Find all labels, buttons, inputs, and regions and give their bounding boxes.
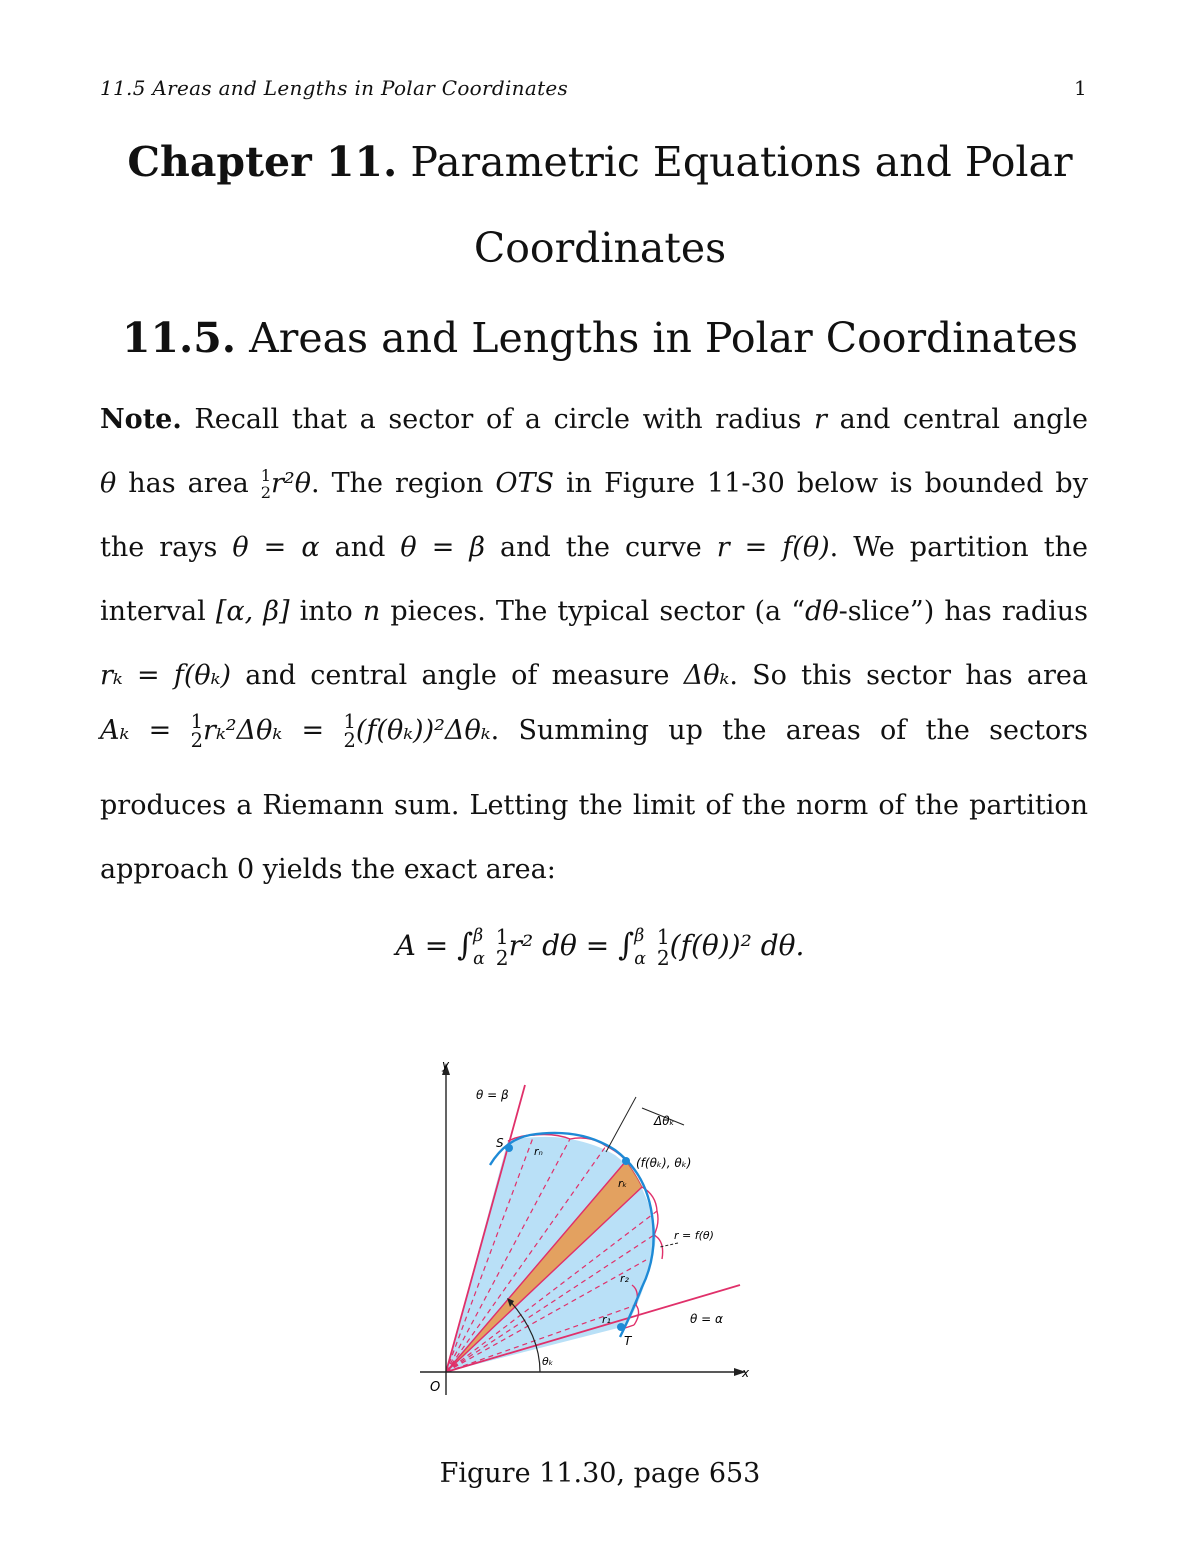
origin-label: O	[430, 1380, 441, 1395]
area-formula	[190, 710, 325, 753]
radius-r2-label: r₂	[620, 1272, 629, 1285]
math: rₖ²Δθₖ =	[203, 714, 325, 746]
point-k-dot	[622, 1157, 630, 1165]
note-line-5	[100, 660, 1088, 691]
fraction	[191, 712, 203, 751]
math: (f(θₖ))²Δθₖ	[355, 714, 491, 746]
fraction	[656, 925, 670, 970]
chapter-title-line2: Coordinates	[473, 224, 727, 272]
integral-limits	[473, 925, 485, 970]
math: θ	[100, 468, 117, 499]
note-label: Note.	[100, 404, 182, 435]
numerator: 1	[343, 710, 356, 733]
theta-k-label: θₖ	[542, 1355, 554, 1368]
ray-alpha-label: θ = α	[690, 1312, 723, 1326]
numerator: 1	[495, 925, 509, 950]
text: into	[299, 596, 353, 627]
math: θ = β	[400, 532, 485, 563]
denominator: 2	[656, 945, 670, 970]
text: and	[334, 532, 386, 563]
delta-theta-leader	[606, 1097, 636, 1152]
chapter-label: Chapter 11.	[127, 138, 398, 186]
numerator: 1	[260, 466, 271, 486]
denominator: 2	[260, 482, 271, 502]
radius-rn-label: rₙ	[534, 1145, 543, 1158]
math: r = f(θ)	[716, 532, 830, 563]
chapter-title-line1: Parametric Equations and Polar	[410, 138, 1073, 186]
page-number: 1	[1074, 76, 1087, 100]
point-k-label: (f(θₖ), θₖ)	[636, 1156, 692, 1170]
math: OTS	[495, 468, 555, 499]
upper-limit: β	[473, 926, 484, 946]
math: rₖ = f(θₖ)	[100, 660, 232, 691]
text: and the curve	[499, 532, 702, 563]
text: . So this sector has area	[729, 660, 1088, 691]
curve-label-leader	[660, 1243, 678, 1247]
point-s-dot	[505, 1144, 513, 1152]
upper-limit: β	[634, 926, 645, 946]
running-head: 11.5 Areas and Lengths in Polar Coordinates	[100, 76, 569, 100]
area-integral-equation	[0, 925, 1200, 970]
section-title	[0, 314, 1200, 362]
text: and central angle	[839, 404, 1088, 435]
math: Δθₖ	[683, 660, 730, 691]
text: the rays	[100, 532, 218, 563]
figure-caption: Figure 11.30, page 653	[439, 1458, 761, 1489]
lower-limit: α	[473, 948, 485, 969]
note-line-6	[100, 712, 1088, 751]
text: interval	[100, 596, 206, 627]
denominator: 2	[495, 945, 509, 970]
area-expression	[260, 466, 484, 502]
integral-limits	[634, 925, 646, 970]
note-line-3	[100, 532, 1088, 563]
text: pieces. The typical sector (a “	[390, 596, 806, 627]
denominator: 2	[190, 729, 204, 753]
math: Aₖ =	[100, 714, 172, 746]
numerator: 1	[656, 925, 670, 950]
section-heading: Areas and Lengths in Polar Coordinates	[249, 314, 1079, 362]
point-t-label: T	[624, 1334, 632, 1348]
numerator: 1	[190, 710, 204, 733]
text: . We partition the	[829, 532, 1088, 563]
math: [α, β]	[215, 596, 290, 627]
integral-sign: ∫	[457, 927, 474, 964]
y-axis-label: y	[442, 1058, 450, 1072]
integral-sign: ∫	[618, 927, 635, 964]
fraction	[261, 468, 271, 500]
math: (f(θ))² dθ.	[669, 929, 805, 963]
polar-area-figure	[410, 1055, 770, 1410]
section-number: 11.5.	[121, 314, 237, 362]
math: r	[814, 404, 827, 435]
note-line-1	[100, 404, 1088, 435]
x-axis-label: x	[742, 1366, 750, 1380]
math: A =	[395, 929, 449, 963]
math: r² dθ =	[508, 929, 610, 963]
fraction	[495, 925, 509, 970]
text: in Figure 11-30 below is bounded by	[566, 468, 1088, 499]
text: Recall that a sector of a circle with radius	[194, 404, 802, 435]
text: has area	[128, 468, 249, 499]
radius-r1-label: r₁	[602, 1313, 611, 1326]
text: . The region	[311, 468, 484, 499]
text: and central angle of measure	[245, 660, 670, 691]
note-line-2	[100, 468, 1088, 501]
text: . Summing up the areas of the sectors	[490, 714, 1088, 746]
chapter-title	[0, 138, 1200, 186]
math: θ = α	[232, 532, 320, 563]
note-line-4	[100, 596, 1088, 627]
radius-rk-label: rₖ	[618, 1177, 628, 1190]
delta-theta-label: Δθₖ	[654, 1114, 675, 1128]
denominator: 2	[343, 729, 356, 753]
math: dθ	[805, 596, 839, 627]
note-line-7: produces a Riemann sum. Letting the limit of the norm of the partition	[100, 790, 1088, 821]
text: -slice”) has radius	[838, 596, 1088, 627]
math: r²θ	[271, 468, 311, 499]
ray-beta-label: θ = β	[476, 1088, 509, 1102]
fraction	[344, 712, 356, 751]
lower-limit: α	[634, 948, 646, 969]
curve-label: r = f(θ)	[674, 1229, 714, 1242]
math: n	[362, 596, 381, 627]
point-t-dot	[617, 1323, 625, 1331]
point-s-label: S	[496, 1136, 504, 1150]
note-line-8: approach 0 yields the exact area:	[100, 854, 556, 885]
